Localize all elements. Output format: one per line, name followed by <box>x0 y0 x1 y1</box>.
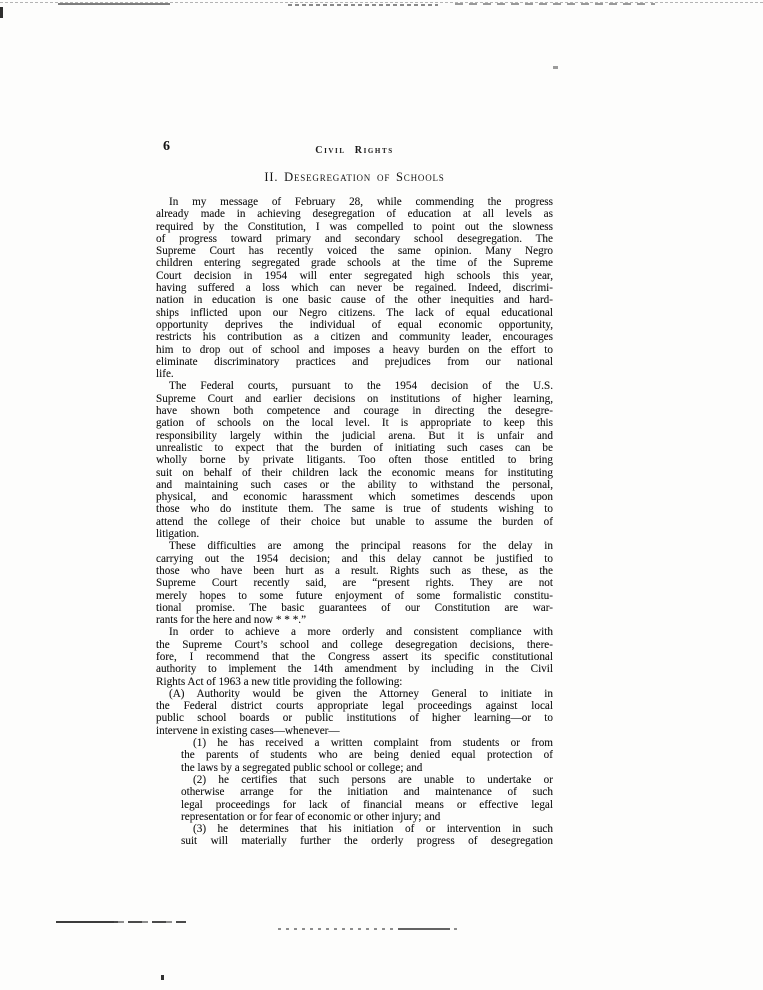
text-line: wholly borne by private litigants. Too often those entitled to bring <box>156 454 553 467</box>
running-header: Civil Rights <box>315 145 394 156</box>
text-line: him to drop out of school and imposes a heavy burden on the effort to <box>156 343 553 356</box>
text-line: suit on behalf of their children lack the economic means for instituting <box>156 466 553 479</box>
text-line: (3) he determines that his initiation of or intervention in such <box>193 823 553 836</box>
text-line: Supreme Court has recently voiced the same opinion. Many Negro <box>156 245 553 258</box>
text-line: public school boards or public institutions of higher learning—or to <box>156 712 553 725</box>
text-line: Supreme Court recently said, are “present rights. They are not <box>156 577 553 590</box>
scan-artifact-left-edge-mark <box>0 7 3 18</box>
item-1-written-complaint <box>156 737 553 774</box>
text-line: Supreme Court and earlier decisions on institutions of higher learning, <box>156 392 553 405</box>
text-line: The Federal courts, pursuant to the 1954 decision of the U.S. <box>169 380 553 393</box>
clause-a-authority <box>156 688 553 737</box>
text-line: gation of schools on the local level. It is appropriate to keep this <box>156 417 553 430</box>
scan-artifact-bottom-right-dark <box>398 928 450 930</box>
text-line: suit will materially further the orderly progress of desegregation <box>181 835 553 848</box>
text-line: of progress toward primary and secondary school desegregation. The <box>156 232 553 245</box>
scan-artifact-top-dark-segment <box>58 3 170 5</box>
text-line: representation or for fear of economic or other injury; and <box>181 810 441 823</box>
text-line: those who do institute them. The same is true of students wishing to <box>156 503 553 516</box>
text-line: required by the Constitution, I was compelled to point out the slowness <box>156 220 553 233</box>
text-line: the parents of students who are being denied equal protection of <box>181 749 553 762</box>
body-text-column <box>156 196 553 848</box>
text-line: already made in achieving desegregation of education at all levels as <box>156 208 553 221</box>
text-line: Court decision in 1954 will enter segregated high schools this year, <box>156 269 553 282</box>
text-line: In order to achieve a more orderly and consistent compliance with <box>169 626 553 639</box>
text-line: In my message of February 28, while commending the progress <box>169 196 553 208</box>
text-line: unrealistic to expect that the burden of initiating such cases can be <box>156 441 553 454</box>
text-line: authority to implement the 14th amendment by including in the Civil <box>156 663 553 676</box>
text-line: carrying out the 1954 decision; and this delay cannot be justified to <box>156 552 553 565</box>
text-line: have shown both competence and courage in directing the desegre- <box>156 405 553 418</box>
text-line: attend the college of their choice but unable to assume the burden of <box>156 515 553 528</box>
scan-artifact-bottom-dot <box>161 975 164 980</box>
text-line: the Supreme Court’s school and college desegregation decisions, there- <box>156 638 553 651</box>
paragraph-message-of-february <box>156 196 553 380</box>
text-line: restricts his contribution as a citizen and community leader, encourages <box>156 331 553 344</box>
text-line: having suffered a loss which can never be regained. Indeed, discrimi- <box>156 282 553 295</box>
paragraph-federal-courts <box>156 380 553 540</box>
scan-artifact-bottom-right-dots <box>278 928 460 930</box>
text-line: These difficulties are among the principal reasons for the delay in <box>169 540 553 553</box>
scan-artifact-bottom-left-line <box>56 921 186 923</box>
text-line: legal proceedings for lack of financial means or effective legal <box>181 798 553 811</box>
text-line: the laws by a segregated public school or college; and <box>181 761 423 774</box>
scan-artifact-top-edge-line <box>0 2 763 3</box>
scan-artifact-top-dotted-segment <box>288 4 438 6</box>
text-line: nation in education is one basic cause of the other inequities and hard- <box>156 294 553 307</box>
text-line: opportunity deprives the individual of equal economic opportunity, <box>156 318 553 331</box>
text-line: merely hopes to some future enjoyment of some formalistic constitu- <box>156 589 553 602</box>
text-line: litigation. <box>156 528 200 541</box>
text-line: (A) Authority would be given the Attorney General to initiate in <box>169 687 553 700</box>
item-2-certifies <box>156 774 553 823</box>
text-line: children entering segregated grade schools at the time of the Supreme <box>156 257 553 270</box>
text-line: (1) he has received a written complaint from students or from <box>193 737 553 750</box>
text-line: Rights Act of 1963 a new title providing the following: <box>156 675 403 688</box>
text-line: physical, and economic harassment which sometimes descends upon <box>156 491 553 504</box>
text-line: the Federal district courts appropriate legal proceedings against local <box>156 700 553 713</box>
text-line: ships inflicted upon our Negro citizens. The lack of equal educational <box>156 306 553 319</box>
text-line: tional promise. The basic guarantees of our Constitution are war- <box>156 601 553 614</box>
item-3-determines <box>156 823 553 848</box>
page-number: 6 <box>163 139 170 154</box>
text-line: those who have been hurt as a result. Rights such as these, as the <box>156 564 553 577</box>
scan-artifact-top-right-dashes <box>455 3 655 5</box>
text-line: life. <box>156 368 174 381</box>
text-line: responsibility largely within the judicial arena. But it is unfair and <box>156 429 553 442</box>
scan-artifact-bottom-left-dark <box>56 921 114 923</box>
paragraph-these-difficulties <box>156 540 553 626</box>
text-line: rants for the here and now * * *.” <box>156 614 307 627</box>
text-line: and maintaining such cases or the ability to withstand the personal, <box>156 478 553 491</box>
paragraph-in-order-to-achieve <box>156 626 553 687</box>
text-line: intervene in existing cases—whenever— <box>156 724 340 737</box>
scan-artifact-speck <box>553 66 558 69</box>
text-line: eliminate discriminatory practices and prejudices from our national <box>156 355 553 368</box>
text-line: otherwise arrange for the initiation and maintenance of such <box>181 786 553 799</box>
section-heading: II. Desegregation of Schools <box>264 170 445 184</box>
text-line: (2) he certifies that such persons are unable to undertake or <box>193 773 553 786</box>
text-line: fore, I recommend that the Congress assert its specific constitutional <box>156 650 553 663</box>
